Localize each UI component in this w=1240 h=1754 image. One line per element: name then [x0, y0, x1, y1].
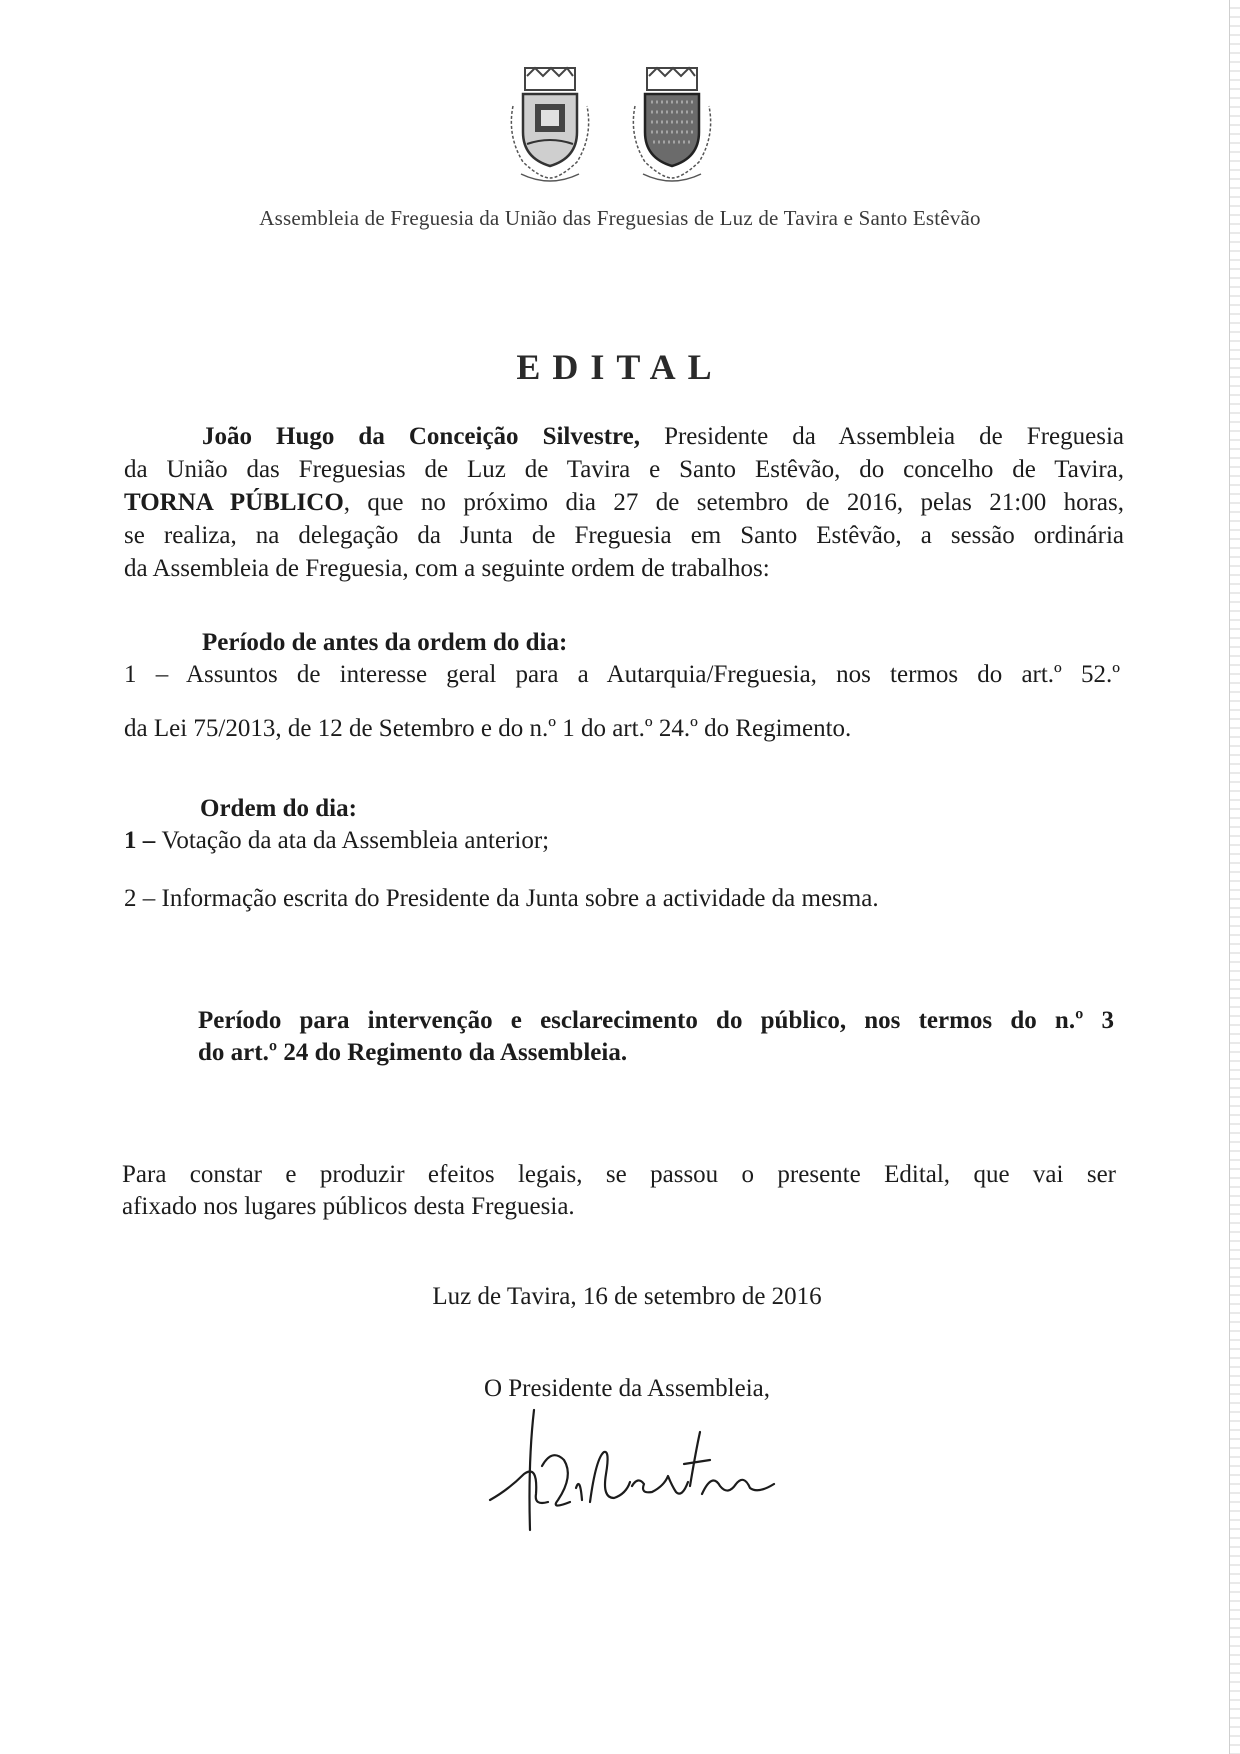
closing-line-1: Para constar e produzir efeitos legais, se passou o presente Edital, que vai ser [122, 1161, 1116, 1188]
public-period-line-1: Período para intervenção e esclarecimento do público, nos termos do n.º 3 [198, 1007, 1114, 1034]
public-period-line-2: do art.º 24 do Regimento da Assembleia. [198, 1039, 628, 1066]
intro-paragraph [124, 420, 1124, 585]
crests [505, 66, 735, 190]
agenda-item-1: 1 – Votação da ata da Assembleia anterior; [124, 827, 550, 854]
intro-line-2: da União das Freguesias de Luz de Tavira e Santo Estêvão, do concelho de Tavira, [124, 456, 1124, 483]
closing-line-2: afixado nos lugares públicos desta Freguesia. [122, 1193, 575, 1220]
intro-line-3: TORNA PÚBLICO, que no próximo dia 27 de setembro de 2016, pelas 21:00 horas, [124, 489, 1124, 516]
agenda-title: Ordem do dia: [200, 795, 357, 822]
before-agenda-item-1-line-1: 1 – Assuntos de interesse geral para a Autarquia/Freguesia, nos termos do art.º 52.º [124, 661, 1120, 688]
agenda-item-2: 2 – Informação escrita do Presidente da Junta sobre a actividade da mesma. [124, 885, 879, 912]
intro-line-4: se realiza, na delegação da Junta de Freguesia em Santo Estêvão, a sessão ordinária [124, 522, 1124, 549]
santo-estevao-crest-icon [633, 68, 710, 181]
torna-publico: TORNA PÚBLICO [124, 489, 344, 516]
before-agenda-title: Período de antes da ordem do dia: [202, 629, 568, 656]
president-name: João Hugo da Conceição Silvestre, [202, 423, 641, 450]
intro-line-1: João Hugo da Conceição Silvestre, Presidente da Assembleia de Freguesia [202, 423, 1124, 450]
intro-line-5: da Assembleia de Freguesia, com a seguinte ordem de trabalhos: [124, 555, 770, 582]
assembly-name: Assembleia de Freguesia da União das Freguesias de Luz de Tavira e Santo Estêvão [259, 206, 981, 230]
signatory-title: O Presidente da Assembleia, [483, 1375, 771, 1402]
before-agenda-item-1-line-2: da Lei 75/2013, de 12 de Setembro e do n.º 1 do art.º 24.º do Regimento. [124, 715, 852, 742]
document-title: EDITAL [516, 347, 724, 387]
handwritten-signature [478, 1402, 788, 1542]
luz-de-tavira-crest-icon [511, 68, 588, 181]
scan-edge [1229, 0, 1240, 1754]
place-date: Luz de Tavira, 16 de setembro de 2016 [432, 1283, 822, 1310]
